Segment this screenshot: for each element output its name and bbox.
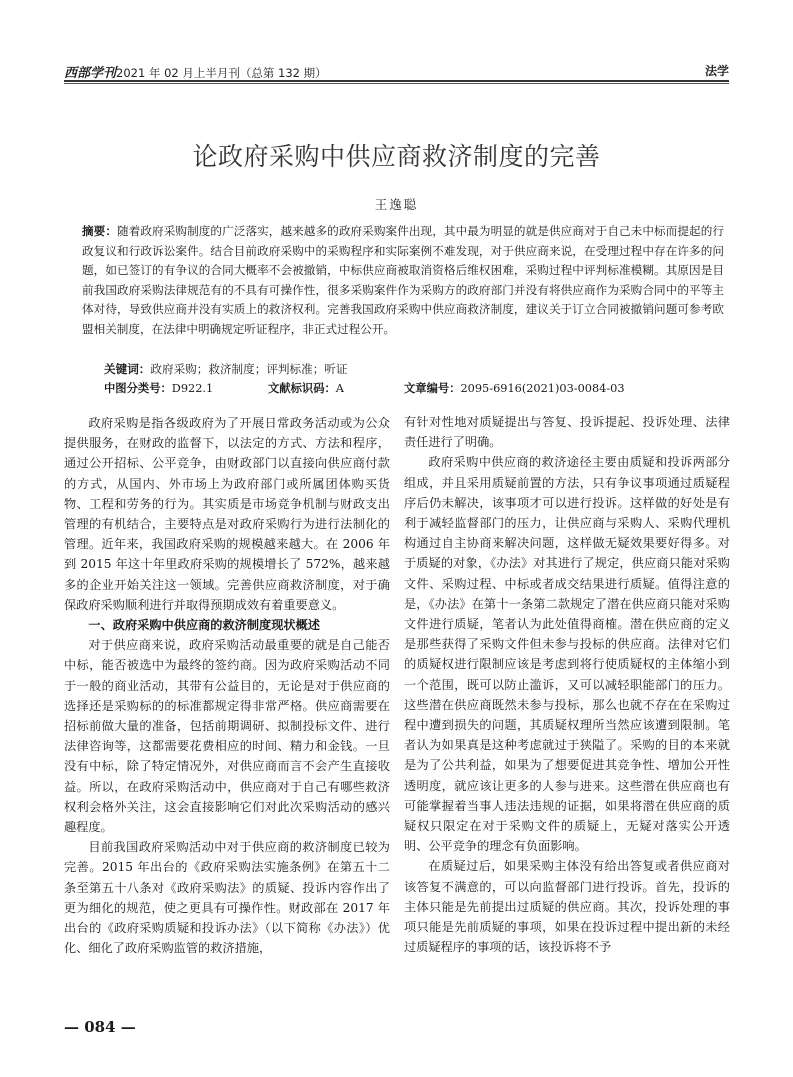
document-code xyxy=(268,379,344,398)
clc-value: D922.1 xyxy=(171,382,214,395)
abstract-label: 摘要： xyxy=(82,224,118,238)
doc-code-label: 文献标识码： xyxy=(268,382,336,395)
article-number xyxy=(404,379,625,398)
issue-text: 2021 年 02 月上半月刊（总第 132 期） xyxy=(116,66,327,80)
doc-code-value: A xyxy=(335,382,344,395)
journal-issue-info xyxy=(64,62,327,81)
abstract xyxy=(82,222,724,340)
article-title: 论政府采购中供应商救济制度的完善 xyxy=(192,142,601,171)
clc-label: 中图分类号： xyxy=(104,382,172,395)
section-heading: 一、政府采购中供应商的救济制度现状概述 xyxy=(88,618,320,633)
journal-logo: 西部学刊 xyxy=(64,66,117,81)
paragraph: 目前我国政府采购活动中对于供应商的救济制度已较为完善。2015 年出台的《政府采购法实施条例》在第五十二条至第五十八条对《政府采购法》的质疑、投诉内容作出了更为细化的规范，使之更具有可操作性。财政部在 2017 年出台的《政府采购质疑和投诉办法》（以下简称《办法》）优化、细化了政府采购监管的救济措施， xyxy=(64,840,390,956)
body-column-right xyxy=(404,412,730,957)
clc-number xyxy=(104,379,214,398)
abstract-text: 随着政府采购制度的广泛落实，越来越多的政府采购案件出现，其中最为明显的就是供应商对于自己未中标而提起的行政复议和行政诉讼案件。结合目前政府采购中的采购程序和实际案例不难发现，对于供应商来说，在受理过程中存在许多的问题，如已签订的有争议的合同大概率不会被撤销，中标供应商被取消资格后维权困难，采购过程中评判标准模糊。其原因是目前我国政府采购法律规范有的不具有可操作性，很多采购案件作为采购方的政府部门并没有将供应商作为采购合同中的平等主体对待，导致供应商并没有实质上的救济权利。完善我国政府采购中供应商救济制度，建议关于订立合同被撤销问题可参考欧盟相关制度，在法律中明确规定听证程序，非正式过程公开。 xyxy=(82,224,724,336)
keywords-label: 关键词： xyxy=(104,362,151,376)
keywords xyxy=(104,360,724,379)
paragraph: 对于供应商来说，政府采购活动最重要的就是自己能否中标，能否被选中为最终的签约商。因为政府采购活动不同于一般的商业活动，其带有公益目的，无论是对于供应商的选择还是采购标的的标准都规定得非常严格。供应商需要在招标前做大量的准备，包括前期调研、拟制投标文件、进行法律咨询等，这都需要花费相应的时间、精力和金钱。一旦没有中标，除了特定情况外，对供应商而言不会产生直接收益。所以，在政府采购活动中，供应商对于自己有哪些救济权利会格外关注，这会直接影响它们对此次采购活动的感兴趣程度。 xyxy=(64,638,390,835)
article-author: 王逸聪 xyxy=(374,197,419,212)
article-number-label: 文章编号： xyxy=(404,382,461,395)
body-column-left xyxy=(64,413,390,958)
paragraph: 政府采购是指各级政府为了开展日常政务活动或为公众提供服务，在财政的监督下，以法定的方式、方法和程序，通过公开招标、公平竞争，由财政部门以直接向供应商付款的方式，从国内、外市场上为政府部门或所属团体购买货物、工程和劳务的行为。其实质是市场竞争机制与财政支出管理的有机结合，主要特点是对政府采购行为进行法制化的管理。近年来，我国政府采购的规模越来越大。在 2006 年到 2015 年这十年里政府采购的规模增长了 572%，越来越多的企业开始关注这一领域。完善供应商救济制度，对于确保政府采购顺利进行并取得预期成效有着重要意义。 xyxy=(64,416,390,612)
article-number-value: 2095-6916(2021)03-0084-03 xyxy=(460,382,625,395)
header-rule xyxy=(64,80,729,82)
paragraph: 在质疑过后，如果采购主体没有给出答复或者供应商对该答复不满意的，可以向监督部门进行投诉。首先，投诉的主体只能是先前提出过质疑的供应商。其次，投诉处理的事项只能是先前质疑的事项，如果在投诉过程中提出新的未经过质疑程序的事项的话，该投诉将不予 xyxy=(404,859,730,955)
paragraph-continued: 有针对性地对质疑提出与答复、投诉提起、投诉处理、法律责任进行了明确。 xyxy=(404,415,730,450)
keywords-text: 政府采购；救济制度；评判标准；听证 xyxy=(150,362,348,376)
running-header xyxy=(64,62,729,80)
header-rule-thin xyxy=(64,83,729,84)
paragraph: 政府采购中供应商的救济途径主要由质疑和投诉两部分组成，并且采用质疑前置的方法，只有争议事项通过质疑程序后仍未解决，该事项才可以进行投诉。这样做的好处是有利于减轻监督部门的压力，让供应商与采购人、采购代理机构通过自主协商来解决问题，这样做无疑效果要好得多。对于质疑的对象，《办法》对其进行了规定，供应商只能对采购文件、采购过程、中标或者成交结果进行质疑。值得注意的是，《办法》在第十一条第二款规定了潜在供应商只能对采购文件进行质疑，笔者认为此处值得商榷。潜在供应商的定义是那些获得了采购文件但未参与投标的供应商。法律对它们的质疑权进行限制应该是考虑到将行使质疑权的主体缩小到一个范围，既可以防止滥诉，又可以减轻职能部门的压力。这些潜在供应商既然未参与投标，那么也就不存在在采购过程中遭到损失的问题，其质疑权理所当然应该遭到限制。笔者认为如果真是这种考虑就过于狭隘了。采购的目的本来就是为了公共利益，如果为了想要促进其竞争性、增加公开性透明度，就应该让更多的人参与进来。这些潜在供应商也有可能掌握着当事人违法违规的证据，如果将潜在供应商的质疑权只限定在对于采购文件的质疑上，无疑对落实公开透明、公平竞争的理念有负面影响。 xyxy=(404,455,730,854)
page-number: — 084 — xyxy=(64,1018,136,1036)
section-label: 法学 xyxy=(704,64,729,78)
